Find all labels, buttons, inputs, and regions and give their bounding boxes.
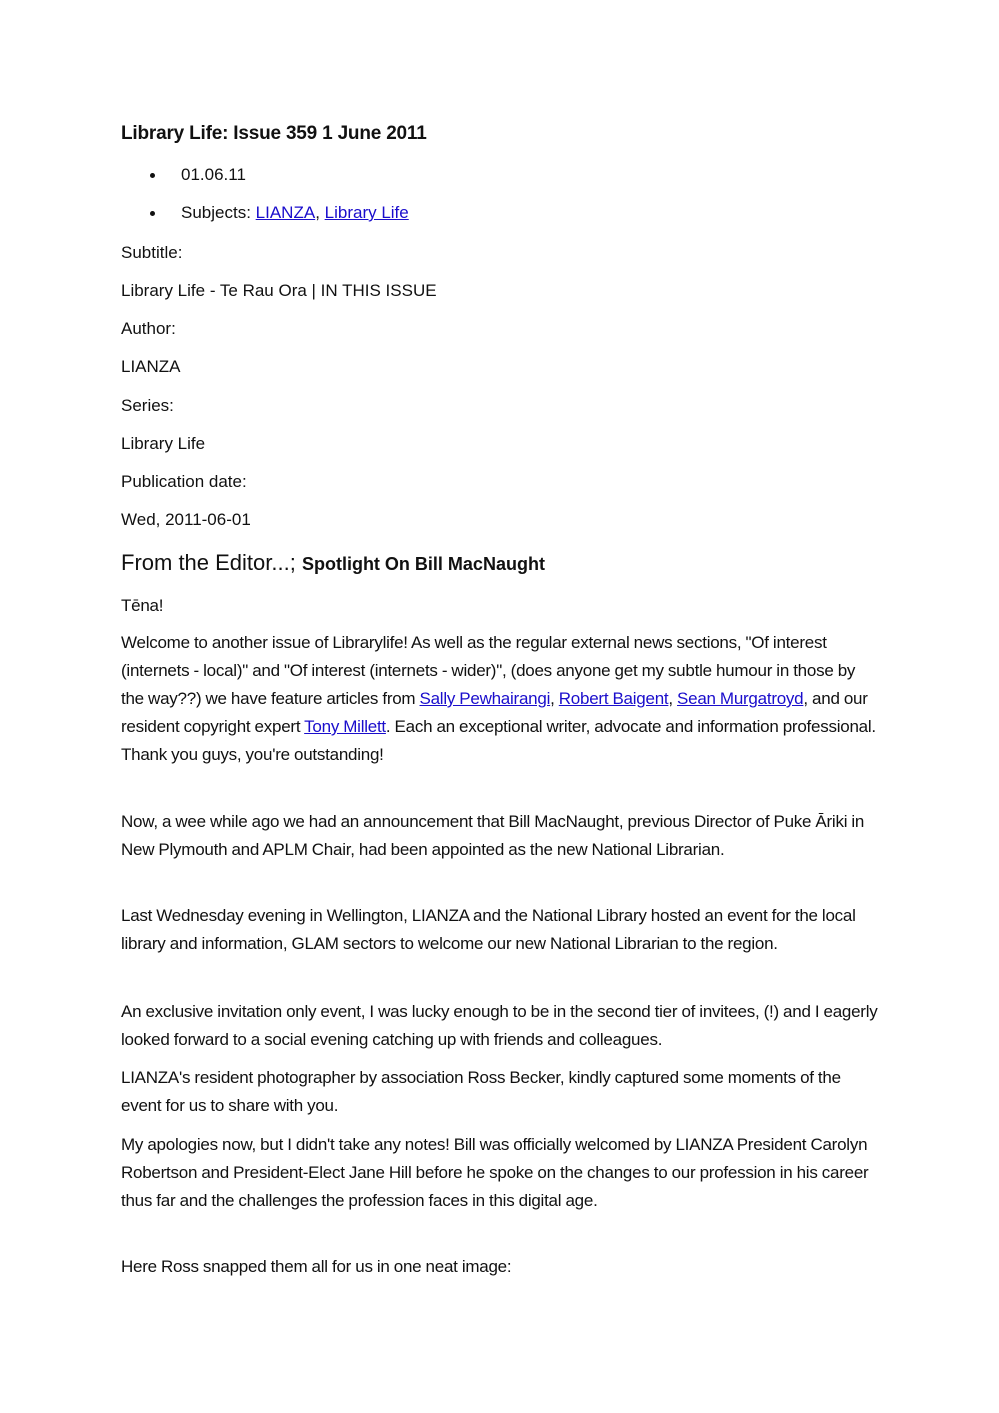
date-text: 01.06.11 xyxy=(181,165,246,184)
author-link-sean-murgatroyd[interactable]: Sean Murgatroyd xyxy=(677,689,804,708)
paragraph-invitation: An exclusive invitation only event, I was lucky enough to be in the second tier of invitees, (!) and I eagerly looked forward to a social evening catching up with friends and colleagues. xyxy=(121,1002,878,1049)
paragraph-event: Last Wednesday evening in Wellington, LIANZA and the National Library hosted an event for the local library and information, GLAM sectors to welcome our new National Librarian to the region. xyxy=(121,906,856,953)
author-value: LIANZA xyxy=(121,357,181,376)
subject-separator: , xyxy=(315,203,325,222)
separator: , xyxy=(668,689,678,708)
metadata-list xyxy=(121,162,409,238)
author-link-robert-baigent[interactable]: Robert Baigent xyxy=(558,689,669,708)
series-value: Library Life xyxy=(121,434,206,453)
paragraph-text: , and our resident copyright expert xyxy=(121,689,868,736)
paragraph-welcome xyxy=(121,629,881,769)
series-label: Series: xyxy=(121,396,174,415)
paragraph-image-intro: Here Ross snapped them all for us in one neat image: xyxy=(121,1257,512,1276)
subjects-item xyxy=(121,200,409,238)
separator: , xyxy=(550,689,559,708)
author-label: Author: xyxy=(121,319,176,338)
author-link-tony-millett[interactable]: Tony Millett xyxy=(304,717,386,736)
publication-date-label: Publication date: xyxy=(121,472,247,491)
paragraph-announcement: Now, a wee while ago we had an announcement that Bill MacNaught, previous Director of Puke Āriki in New Plymouth and APLM Chair, had been appointed as the new National Librarian. xyxy=(121,812,865,859)
greeting: Tēna! xyxy=(121,596,164,615)
subtitle-label: Subtitle: xyxy=(121,243,183,262)
publication-date-value: Wed, 2011-06-01 xyxy=(121,510,251,529)
bullet-icon xyxy=(150,211,155,216)
paragraph-photographer: LIANZA's resident photographer by association Ross Becker, kindly captured some moments of the event for us to share with you. xyxy=(121,1068,841,1115)
subject-link-lianza[interactable]: LIANZA xyxy=(255,203,316,222)
paragraph-text: Welcome to another issue of Librarylife! As well as the regular external news sections, "Of interest (internets - local)" and "Of interest (internets - wider)", (does anyone get my subtle humour in those by the way??) we have feature articles from xyxy=(121,633,856,708)
subjects-label: Subjects: xyxy=(181,203,256,222)
date-item xyxy=(121,162,409,200)
section-heading-spotlight: Spotlight On Bill MacNaught xyxy=(301,554,545,574)
document-title: Library Life: Issue 359 1 June 2011 xyxy=(121,123,427,144)
author-link-sally-pewhairangi[interactable]: Sally Pewhairangi xyxy=(419,689,551,708)
section-heading xyxy=(121,549,545,580)
subject-link-library-life[interactable]: Library Life xyxy=(324,203,409,222)
subtitle-value: Library Life - Te Rau Ora | IN THIS ISSUE xyxy=(121,281,437,300)
paragraph-apologies: My apologies now, but I didn't take any notes! Bill was officially welcomed by LIANZA President Carolyn Robertson and President-Elect Jane Hill before he spoke on the changes to our profession in his career thus far and the challenges the profession faces in this digital age. xyxy=(121,1135,869,1210)
paragraph-text: . Each an exceptional writer, advocate and information professional. Thank you guys, you're outstanding! xyxy=(121,717,876,764)
bullet-icon xyxy=(150,173,155,178)
section-heading-editor: From the Editor...; xyxy=(121,550,302,575)
